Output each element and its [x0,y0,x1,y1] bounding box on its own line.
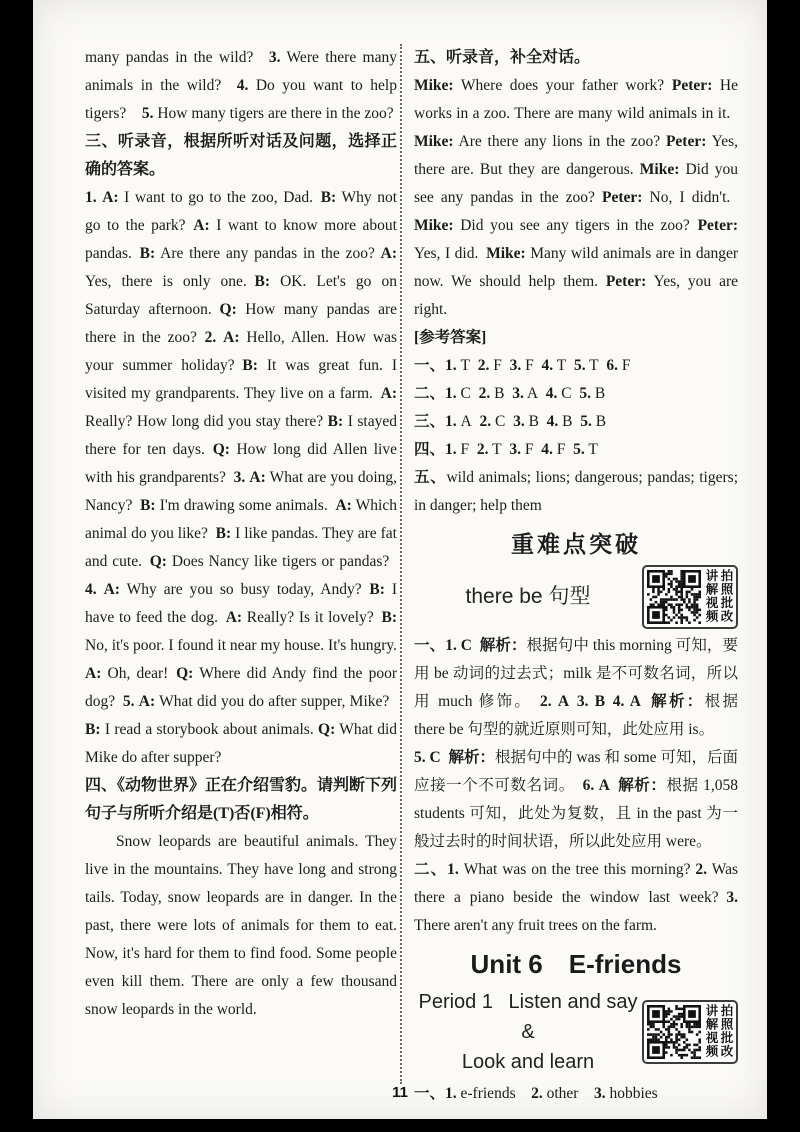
text-run: 根据 there be 句型的就近原则可知，此处应用 is。 [414,693,739,738]
qr-caption: 讲解视频 [704,569,718,623]
column-divider [400,44,402,1084]
text-run: B [591,385,606,402]
text-run: 根据 1,058 students 可知，此处为复数，且 in the past 为一般过去时的时间状语，所以此处应用 were。 [414,777,738,850]
answers-section-5 [414,464,738,520]
text-run: Were there many animals in the wild? [85,49,397,94]
text-run: Does Nancy like tigers or pandas? [166,553,397,570]
text-run: 五、听录音，补全对话。 [414,49,591,66]
text-run: A: [380,385,397,402]
qr-caption: 拍照批改 [719,569,733,623]
text-run: 4. [236,77,249,94]
text-run: Where does your father work? [453,77,672,94]
text-run: Did you see any pandas in the zoo? [414,161,739,206]
text-run: Q: [212,441,230,458]
page-number: 11 [392,1084,408,1101]
text-run: 5. [122,693,135,710]
text-run: F [552,441,574,458]
text-run [97,581,104,598]
text-run: Why not go to the park? [85,189,398,234]
text-run: T [456,357,478,374]
heading-line: Look and learn [461,1051,595,1073]
text-run: 解析： [648,693,705,710]
text-run: I have to feed the dog. [85,581,398,626]
answers-section-2 [414,380,738,408]
text-run: B: [140,497,156,514]
text-run: Mike: [414,133,454,150]
section-3-title [85,128,397,184]
text-run: Which animal do you like? [85,497,397,542]
text-run: There aren't any fruit trees on the farm. [414,917,657,934]
text-run: A: [102,189,119,206]
text-run: How many pandas are there in the zoo? [85,301,397,346]
text-run: Was there a piano beside the window last week? [414,861,738,906]
text-run [605,693,613,710]
answers-section-1 [414,352,738,380]
text-run: I want to go to the zoo, Dad. [118,189,321,206]
text-run [472,637,480,654]
text-run: T [584,441,598,458]
answers-section-3 [414,408,738,436]
reference-answers-label [414,324,738,352]
text-run: F [521,357,542,374]
text-run: What did Mike do after supper? [85,721,397,766]
text-run: I like pandas. They are fat and cute. [85,525,397,570]
text-run: 3. [513,413,525,430]
text-run: B [490,385,513,402]
text-run: No, I didn't. [642,189,739,206]
text-run: 2. [479,413,492,430]
text-run: C [557,385,580,402]
text-run: 5. [579,385,592,402]
text-run: I stayed there for ten days. [85,413,398,458]
text-run: B: [139,245,156,262]
text-run: B [591,413,607,430]
left-column [85,44,397,1024]
text-run: 3. [512,385,524,402]
text-run: 根据句中的 was 和 some 可知，后面应接一个不可数名词。 [414,749,738,794]
scan-border-bottom [0,1119,800,1132]
text-run: B: [85,721,101,738]
text-run: 5. [573,357,586,374]
text-run: B [524,413,547,430]
text-run: T [488,441,510,458]
text-run: Why are you so busy today, Andy? [119,581,370,598]
text-run: A [456,413,480,430]
text-run: Yes, you are right. [414,273,738,318]
text-run: I read a storybook about animals. [100,721,319,738]
text-run: 3. [509,357,522,374]
text-run: Mike: [414,77,454,94]
text-run: 解析： [479,637,527,654]
listening-questions-continued [85,44,397,128]
text-run: 5. [573,441,585,458]
text-run: 3. [726,889,738,906]
text-run: 一、 [414,357,446,374]
text-run: Mike: [414,217,454,234]
qr-captions [703,569,733,625]
text-run: 3. [509,441,521,458]
text-run [610,777,618,794]
text-run: 3. [268,49,281,66]
right-column [414,44,738,1108]
text-run: 一、 [414,637,446,654]
text-run: Many wild animals are in danger now. We should help them. [414,245,738,290]
text-run: Mike: [639,161,680,178]
text-run: F [456,441,477,458]
text-run: 1. [447,861,459,878]
text-run: 根据句中 this morning 可知，要用 be 动词的过去式；milk 是不可数名词，所以用 much 修饰。 [414,637,738,710]
text-run: 5. [141,105,154,122]
text-run: 2. A [540,693,570,710]
text-run: 重难点突破 [511,531,641,557]
text-run: 解析： [617,777,667,794]
heading-text [414,581,642,613]
text-run: Peter: [671,77,713,94]
text-run: Did you see any tigers in the zoo? [453,217,698,234]
text-run: B: [327,413,344,430]
text-run: How long did Allen live with his grandparents? [85,441,397,486]
there-be-topic-row [414,565,738,629]
text-run: 4. A [612,693,641,710]
text-run: 3. [593,1085,606,1102]
text-run: 2. [695,861,708,878]
answers-section-4 [414,436,738,464]
text-run: 四、 [414,441,446,458]
text-run: 二、 [414,861,448,878]
text-run: A: [103,581,120,598]
text-run: OK. Let's go on Saturday afternoon. [85,273,397,318]
text-run: C [456,385,479,402]
text-run: B: [242,357,258,374]
text-run: 1. [445,357,457,374]
text-run: e-friends [456,1085,532,1102]
text-run: Q: [176,665,194,682]
text-run: Where did Andy find the poor dog? [85,665,398,710]
text-run: What did you do after supper, Mike? [155,693,398,710]
text-run: T [553,357,574,374]
text-run: Do you want to help tigers? [85,77,397,122]
analysis-2 [414,744,738,856]
heading-line: Period 1 Listen and say & [418,991,638,1043]
text-run: 2. [478,385,491,402]
text-run: other [542,1085,594,1102]
text-run: What was on the tree this morning? [458,861,696,878]
text-run: 4. [541,357,554,374]
text-run: A: [380,245,397,262]
text-run: Oh, dear! [101,665,177,682]
snow-leopard-passage [85,828,397,1024]
text-run: 2. [204,329,217,346]
text-run: 1. [445,1085,457,1102]
heading-line: there be 句型 [465,585,591,608]
text-run: 解析： [448,749,496,766]
text-run: 4. [85,581,97,598]
text-run: T [585,357,607,374]
text-run: Unit 6 E-friends [470,949,682,979]
text-run: Mike: [486,245,526,262]
text-run: No, it's poor. I found it near my house. It's hungry. [85,637,397,654]
text-run: I'm drawing some animals. [155,497,336,514]
text-run: Snow leopards are beautiful animals. They live in the mountains. They have long and strong tails. Today, snow leopards are in danger. In the past, there were lots of animals for them to eat. Now, it's hard for them to find food. Some people even kill them. There are only a few thousand snow leopards in the world. [85,833,397,1018]
text-run: B: [369,581,385,598]
text-run: B: [215,525,232,542]
text-run: hobbies [605,1085,658,1102]
text-run: 3. [233,469,246,486]
section-4-title [85,772,397,828]
text-run: 4. [545,385,558,402]
text-run: B: [254,273,271,290]
text-run: 1. C [445,637,472,654]
text-run: 一、 [414,1085,446,1102]
text-run: F [489,357,510,374]
text-run: How many tigers are there in the zoo? [153,105,394,122]
text-run: It was great fun. I visited my grandparents. They live on a farm. [85,357,397,402]
qr-code-icon [647,570,701,624]
text-run: B: [381,609,397,626]
text-run: A: [193,217,210,234]
text-run: 二、 [414,385,446,402]
text-run: Q: [149,553,167,570]
period-1-row [414,987,738,1077]
text-run: 五、 [414,469,447,486]
text-run: F [520,441,542,458]
text-run: 2. [531,1085,543,1102]
key-points-heading [414,526,738,562]
text-run: A: [249,469,266,486]
text-run: 4. [541,441,553,458]
qr-caption: 拍照批改 [719,1004,733,1058]
section-5-dialogue [414,72,738,324]
text-run: Are there any lions in the zoo? [453,133,666,150]
text-run: Peter: [605,273,647,290]
text-run: A: [225,609,243,626]
text-run: A: [223,329,240,346]
section-3-dialogues [85,184,397,772]
text-run: Peter: [665,133,707,150]
text-run: Yes, there are. But they are dangerous. [414,133,739,178]
text-run: Really? Is it lovely? [242,609,382,626]
qr-captions [703,1004,733,1060]
text-run: A: [85,665,102,682]
scan-border-left [0,0,33,1132]
text-run: 1. [85,189,97,206]
text-run: A: [138,693,156,710]
text-run: 5. [580,413,592,430]
text-run: Peter: [697,217,738,234]
text-run: B [558,413,581,430]
text-run: Yes, there is only one. [85,273,255,290]
text-run: 四、《动物世界》正在介绍雪豹。请判断下列句子与所听介绍是(T)否(F)相符。 [85,777,398,822]
text-run: Really? How long did you stay there? [85,413,328,430]
qr-code [642,565,738,629]
text-run: 6. [606,357,619,374]
text-run: A [523,385,546,402]
qr-code [642,1000,738,1064]
text-run: C [491,413,514,430]
analysis-3 [414,856,738,940]
qr-code-icon [647,1005,701,1059]
text-run: [参考答案] [414,329,487,346]
text-run: F [618,357,631,374]
text-run: many pandas in the wild? [85,49,269,66]
text-run: I want to know more about pandas. [85,217,397,262]
text-run: Q: [318,721,336,738]
text-run: What are you doing, Nancy? [85,469,398,514]
scan-border-right [767,0,800,1132]
text-run: 三、 [414,413,446,430]
text-run [641,693,649,710]
text-run: wild animals; lions; dangerous; pandas; tigers; in danger; help them [414,469,738,514]
text-run: 4. [546,413,559,430]
text-run: He works in a zoo. There are many wild animals in it. [414,77,739,122]
text-run: Are there any pandas in the zoo? [155,245,381,262]
text-run: 2. [476,441,489,458]
qr-caption: 讲解视频 [704,1004,718,1058]
text-run: 3. B [576,693,606,710]
text-run: Hello, Allen. How was your summer holiday? [85,329,398,374]
text-run: 1. [445,413,457,430]
text-run: Yes, I did. [414,245,487,262]
text-run: 三、听录音，根据所听对话及问题，选择正确的答案。 [85,133,397,178]
heading-text [414,987,642,1077]
text-run: B: [320,189,337,206]
text-run: A: [335,497,352,514]
analysis-1 [414,632,738,744]
text-run: 1. [445,385,457,402]
text-run: Peter: [602,189,643,206]
section-5-title [414,44,738,72]
text-run: Q: [219,301,237,318]
text-run: 2. [477,357,490,374]
text-run: 5. C [414,749,441,766]
text-run [569,693,577,710]
unit-6-heading [414,944,738,984]
text-run: 6. A [582,777,610,794]
text-run: 1. [445,441,457,458]
